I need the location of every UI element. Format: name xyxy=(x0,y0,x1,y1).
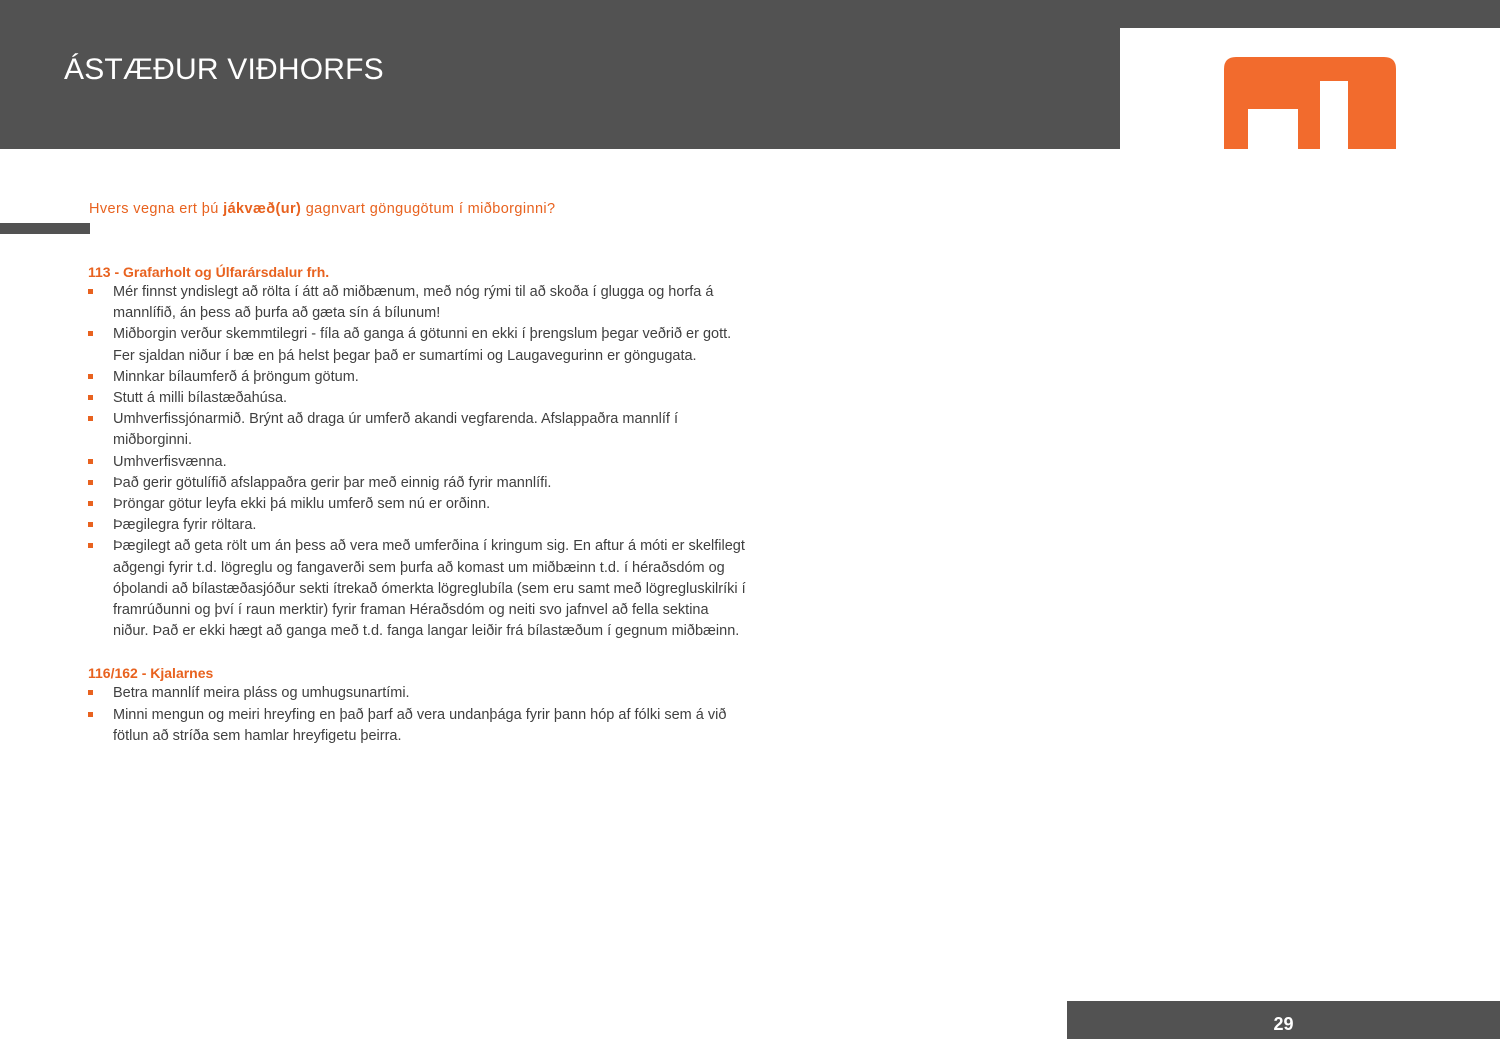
list-item-text: Stutt á milli bílastæðahúsa. xyxy=(113,390,288,407)
orange-bracket-logo-icon xyxy=(1224,57,1396,149)
accent-bar xyxy=(0,223,90,234)
page-title: ÁSTÆÐUR VIÐHORFS xyxy=(64,53,384,86)
square-bullet-icon xyxy=(88,374,93,379)
response-list xyxy=(88,282,748,642)
question-suffix: gagnvart göngugötum í miðborginni? xyxy=(301,201,556,217)
page-number: 29 xyxy=(1273,1014,1294,1034)
list-item xyxy=(88,494,748,515)
section-spacer xyxy=(88,642,748,663)
section-heading: 116/162 - Kjalarnes xyxy=(88,665,214,682)
square-bullet-icon xyxy=(88,543,93,548)
question-prefix: Hvers vegna ert þú xyxy=(89,201,224,217)
list-item xyxy=(88,324,748,366)
list-item xyxy=(88,282,748,324)
square-bullet-icon xyxy=(88,690,93,695)
list-item-text: Minnkar bílaumferð á þröngum götum. xyxy=(113,368,359,385)
section-heading: 113 - Grafarholt og Úlfarársdalur frh. xyxy=(88,264,330,280)
list-item-text: Það gerir götulífið afslappaðra gerir þar með einnig ráð fyrir mannlífi. xyxy=(113,474,552,491)
list-item xyxy=(88,409,748,451)
square-bullet-icon xyxy=(88,416,93,421)
square-bullet-icon xyxy=(88,501,93,506)
list-item xyxy=(88,367,748,388)
list-item xyxy=(88,473,748,494)
response-list xyxy=(88,683,748,747)
list-item-text: Umhverfisvænna. xyxy=(113,453,227,470)
list-item-text: Minni mengun og meiri hreyfing en það þarf að vera undanþága fyrir þann hóp af fólki sem á við fötlun að stríða sem hamlar hreyfigetu þeirra. xyxy=(113,706,727,744)
square-bullet-icon xyxy=(88,712,93,717)
list-item xyxy=(88,452,748,473)
responses-content xyxy=(88,262,748,747)
list-item-text: Umhverfissjónarmið. Brýnt að draga úr umferð akandi vegfarenda. Afslappaðra mannlíf í miðborginni. xyxy=(113,411,678,449)
list-item xyxy=(88,683,748,704)
question-emphasis: jákvæð(ur) xyxy=(223,201,302,217)
square-bullet-icon xyxy=(88,395,93,400)
list-item-text: Þröngar götur leyfa ekki þá miklu umferð sem nú er orðinn. xyxy=(113,496,491,513)
list-item xyxy=(88,515,748,536)
list-item-text: Mér finnst yndislegt að rölta í átt að miðbænum, með nóg rými til að skoða í glugga og horfa á mannlífið, án þess að þurfa að gæta sín á bílunum! xyxy=(113,284,714,322)
list-item xyxy=(88,388,748,409)
list-item xyxy=(88,705,748,747)
square-bullet-icon xyxy=(88,459,93,464)
square-bullet-icon xyxy=(88,480,93,485)
square-bullet-icon xyxy=(88,331,93,336)
list-item-text: Þægilegra fyrir röltara. xyxy=(113,517,257,534)
square-bullet-icon xyxy=(88,522,93,527)
list-item xyxy=(88,536,748,642)
survey-question xyxy=(89,199,556,219)
list-item-text: Betra mannlíf meira pláss og umhugsunartími. xyxy=(113,685,410,702)
square-bullet-icon xyxy=(88,289,93,294)
list-item-text: Miðborgin verður skemmtilegri - fíla að ganga á götunni en ekki í þrengslum þegar veðrið er gott. Fer sjaldan niður í bæ en þá helst þegar það er sumartími og Laugavegurinn er göngugata. xyxy=(113,326,732,364)
list-item-text: Þægilegt að geta rölt um án þess að vera með umferðina í kringum sig. En aftur á móti er skelfilegt aðgengi fyrir t.d. lögreglu og fangaverði sem þurfa að komast um miðbæinn t.d. í héraðsdóm og óþolandi að bílastæðasjóður sekti ítrekað ómerkta lögreglubíla (sem eru samt með lögregluskilríki í framrúðunni og því í raun merktir) fyrir framan Héraðsdóm og neiti svo jafnvel að fella sektina niður. Það er ekki hægt að ganga með t.d. fanga langar leiðir frá bílastæðum í gegnum miðbæinn. xyxy=(113,538,746,640)
